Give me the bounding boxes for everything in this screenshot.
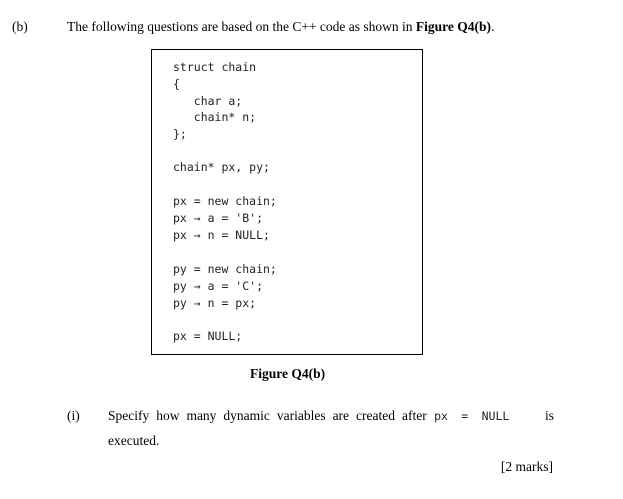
code-line: }; xyxy=(173,127,187,141)
code-line: chain* px, py; xyxy=(173,160,270,174)
subquestion-text-line1 xyxy=(108,408,554,424)
subquestion-text-after: is xyxy=(544,408,554,423)
code-line: px → n = NULL; xyxy=(173,228,270,242)
code-line: struct chain xyxy=(173,60,257,74)
code-line: px = NULL; xyxy=(173,329,243,343)
code-line: chain* n; xyxy=(173,110,257,124)
code-figure-box xyxy=(151,49,423,355)
code-line: px → a = 'B'; xyxy=(173,211,264,225)
code-line: px = new chain; xyxy=(173,194,277,208)
subquestion-text: Specify how many dynamic variables are created after xyxy=(108,408,427,423)
code-line: { xyxy=(173,77,180,91)
code-eq: = xyxy=(461,409,469,423)
intro-end: . xyxy=(491,19,495,34)
figure-caption: Figure Q4(b) xyxy=(250,366,326,381)
code-null: NULL xyxy=(481,409,510,423)
question-intro xyxy=(67,19,494,35)
code-px: px xyxy=(434,409,448,423)
intro-text: The following questions are based on the C++ code as shown in xyxy=(67,19,416,34)
marks-label: [2 marks] xyxy=(500,459,553,474)
intro-figure-ref: Figure Q4(b) xyxy=(415,19,492,34)
code-line: py → n = px; xyxy=(173,296,257,310)
subquestion-text-line2: executed. xyxy=(108,433,160,448)
subquestion-label: (i) xyxy=(67,408,80,423)
part-label: (b) xyxy=(12,19,28,34)
code-line: py → a = 'C'; xyxy=(173,279,264,293)
code-line: char a; xyxy=(173,94,243,108)
code-line: py = new chain; xyxy=(173,262,277,276)
